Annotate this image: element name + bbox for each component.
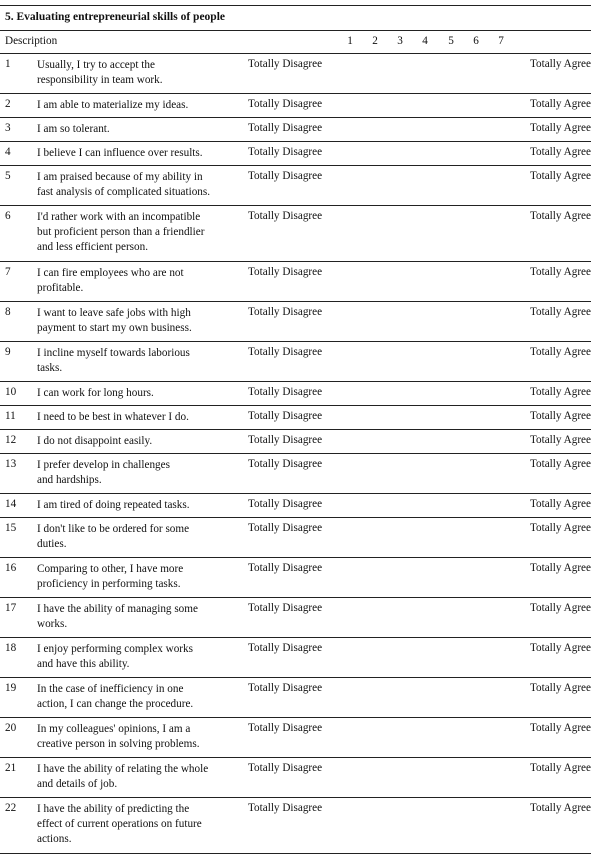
table-row <box>0 758 591 798</box>
scale-high-label: Totally Agree <box>529 434 591 446</box>
table-row <box>0 406 591 430</box>
scale-high-label: Totally Agree <box>529 722 591 734</box>
item-description: I have the ability of managing some works. <box>37 603 198 631</box>
item-number: 4 <box>5 146 11 158</box>
item-number: 1 <box>5 58 11 70</box>
item-description: I incline myself towards laborious tasks. <box>37 347 190 375</box>
table-row <box>0 54 591 94</box>
scale-high-label: Totally Agree <box>529 386 591 398</box>
table-row <box>0 558 591 598</box>
scale-low-label: Totally Disagree <box>248 146 323 158</box>
scale-high-label: Totally Agree <box>529 682 591 694</box>
scale-low-label: Totally Disagree <box>248 642 323 654</box>
scale-high-label: Totally Agree <box>529 346 591 358</box>
scale-high-label: Totally Agree <box>529 306 591 318</box>
scale-high-label: Totally Agree <box>529 210 591 222</box>
scale-number-6: 6 <box>473 35 479 47</box>
scale-high-label: Totally Agree <box>529 802 591 814</box>
scale-high-label: Totally Agree <box>529 146 591 158</box>
table-row <box>0 678 591 718</box>
table-row <box>0 454 591 494</box>
item-number: 19 <box>5 682 17 694</box>
item-number: 7 <box>5 266 11 278</box>
item-description: I'd rather work with an incompatible but proficient person than a friendlier and less efficient person. <box>37 211 205 254</box>
item-description: I prefer develop in challenges and hardships. <box>37 459 170 487</box>
table-title-row <box>0 5 591 31</box>
scale-high-label: Totally Agree <box>529 58 591 70</box>
scale-high-label: Totally Agree <box>529 602 591 614</box>
table-row <box>0 798 591 854</box>
item-number: 21 <box>5 762 17 774</box>
item-description: I need to be best in whatever I do. <box>37 411 189 423</box>
scale-number-2: 2 <box>372 35 378 47</box>
table-row <box>0 342 591 382</box>
scale-high-label: Totally Agree <box>529 762 591 774</box>
item-number: 9 <box>5 346 11 358</box>
scale-low-label: Totally Disagree <box>248 306 323 318</box>
item-description: I can fire employees who are not profitable. <box>37 267 184 295</box>
scale-low-label: Totally Disagree <box>248 434 323 446</box>
scale-number-5: 5 <box>448 35 454 47</box>
scale-number-3: 3 <box>397 35 403 47</box>
item-number: 15 <box>5 522 17 534</box>
table-row <box>0 494 591 518</box>
scale-low-label: Totally Disagree <box>248 170 323 182</box>
item-number: 10 <box>5 386 17 398</box>
table-row <box>0 118 591 142</box>
scale-low-label: Totally Disagree <box>248 682 323 694</box>
item-description: I am praised because of my ability in fast analysis of complicated situations. <box>37 171 211 199</box>
table-row <box>0 638 591 678</box>
table-title: 5. Evaluating entrepreneurial skills of people <box>5 11 226 23</box>
scale-low-label: Totally Disagree <box>248 602 323 614</box>
scale-number-1: 1 <box>347 35 353 47</box>
scale-high-label: Totally Agree <box>529 122 591 134</box>
scale-high-label: Totally Agree <box>529 642 591 654</box>
table-row <box>0 598 591 638</box>
item-number: 5 <box>5 170 11 182</box>
item-number: 6 <box>5 210 11 222</box>
table-row <box>0 94 591 118</box>
scale-low-label: Totally Disagree <box>248 386 323 398</box>
item-number: 12 <box>5 434 17 446</box>
scale-high-label: Totally Agree <box>529 170 591 182</box>
item-description: I believe I can influence over results. <box>37 147 203 159</box>
scale-low-label: Totally Disagree <box>248 98 323 110</box>
table-row <box>0 382 591 406</box>
scale-high-label: Totally Agree <box>529 498 591 510</box>
scale-low-label: Totally Disagree <box>248 458 323 470</box>
scale-high-label: Totally Agree <box>529 522 591 534</box>
item-number: 17 <box>5 602 17 614</box>
item-description: I enjoy performing complex works and have this ability. <box>37 643 193 671</box>
table-row <box>0 718 591 758</box>
item-number: 11 <box>5 410 16 422</box>
item-description: Comparing to other, I have more proficiency in performing tasks. <box>37 563 184 591</box>
scale-low-label: Totally Disagree <box>248 522 323 534</box>
table-row <box>0 302 591 342</box>
item-description: I have the ability of relating the whole and details of job. <box>37 763 209 791</box>
item-description: In the case of inefficiency in one action, I can change the procedure. <box>37 683 194 711</box>
item-number: 13 <box>5 458 17 470</box>
item-description: Usually, I try to accept the responsibility in team work. <box>37 59 163 87</box>
item-description: I am able to materialize my ideas. <box>37 99 189 111</box>
item-description: I am so tolerant. <box>37 123 110 135</box>
scale-low-label: Totally Disagree <box>248 122 323 134</box>
item-description: In my colleagues' opinions, I am a creative person in solving problems. <box>37 723 200 751</box>
table-row <box>0 430 591 454</box>
item-description: I do not disappoint easily. <box>37 435 153 447</box>
item-description: I want to leave safe jobs with high payment to start my own business. <box>37 307 192 335</box>
item-description: I have the ability of predicting the effect of current operations on future actions. <box>37 803 202 846</box>
table-row <box>0 262 591 302</box>
item-number: 3 <box>5 122 11 134</box>
table-header-row <box>0 30 591 54</box>
scale-high-label: Totally Agree <box>529 266 591 278</box>
item-number: 18 <box>5 642 17 654</box>
scale-number-7: 7 <box>498 35 504 47</box>
scale-low-label: Totally Disagree <box>248 762 323 774</box>
item-description: I am tired of doing repeated tasks. <box>37 499 190 511</box>
scale-high-label: Totally Agree <box>529 410 591 422</box>
item-number: 2 <box>5 98 11 110</box>
scale-low-label: Totally Disagree <box>248 562 323 574</box>
scale-high-label: Totally Agree <box>529 98 591 110</box>
item-description: I can work for long hours. <box>37 387 154 399</box>
scale-low-label: Totally Disagree <box>248 722 323 734</box>
scale-low-label: Totally Disagree <box>248 346 323 358</box>
table-row <box>0 518 591 558</box>
item-number: 20 <box>5 722 17 734</box>
scale-high-label: Totally Agree <box>529 458 591 470</box>
table-row <box>0 166 591 206</box>
scale-low-label: Totally Disagree <box>248 266 323 278</box>
scale-low-label: Totally Disagree <box>248 58 323 70</box>
description-header: Description <box>5 35 58 47</box>
scale-high-label: Totally Agree <box>529 562 591 574</box>
item-number: 8 <box>5 306 11 318</box>
scale-low-label: Totally Disagree <box>248 410 323 422</box>
scale-header <box>340 35 520 49</box>
item-number: 14 <box>5 498 17 510</box>
item-number: 16 <box>5 562 17 574</box>
item-number: 22 <box>5 802 17 814</box>
table-row <box>0 206 591 262</box>
item-description: I don't like to be ordered for some duties. <box>37 523 190 551</box>
table-body <box>0 54 591 854</box>
scale-low-label: Totally Disagree <box>248 210 323 222</box>
scale-number-4: 4 <box>422 35 428 47</box>
scale-low-label: Totally Disagree <box>248 498 323 510</box>
scale-low-label: Totally Disagree <box>248 802 323 814</box>
table-row <box>0 142 591 166</box>
